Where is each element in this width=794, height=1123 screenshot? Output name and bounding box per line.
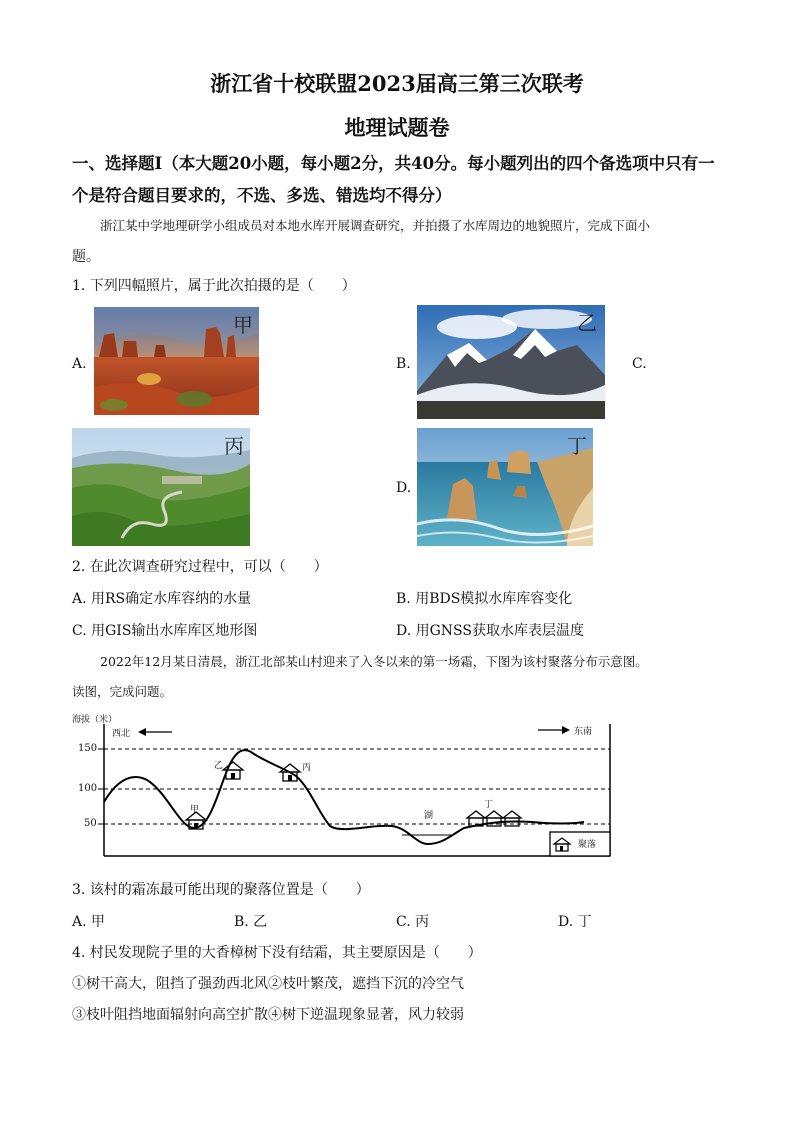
q4-statements-line1: ①树干高大，阻挡了强劲西北风②枝叶繁茂，遮挡下沉的冷空气 — [72, 976, 464, 992]
intro-paragraph-1-line1: 浙江某中学地理研学小组成员对本地水库开展调查研究，并拍摄了水库周边的地貌照片，完成下面小 — [100, 218, 651, 233]
label-jia: 甲 — [190, 805, 200, 815]
photo-tag-bing: 丙 — [224, 434, 244, 458]
question-2-stem: 2. 在此次调查研究过程中，可以（ ） — [72, 559, 328, 575]
label-yi: 乙 — [214, 761, 224, 771]
direction-southeast: 东南 — [574, 727, 593, 737]
legend-label: 聚落 — [578, 840, 597, 850]
y-axis-label: 海拔（米） — [72, 715, 118, 725]
tick-50: 50 — [84, 818, 97, 829]
photo-desert-arches — [94, 307, 259, 415]
photo-tag-yi: 乙 — [577, 311, 597, 335]
tick-100: 100 — [78, 783, 98, 794]
label-bing: 丙 — [302, 763, 312, 773]
intro-paragraph-2-line1: 2022年12月某日清晨，浙江北部某山村迎来了入冬以来的第一场霜，下图为该村聚落分布示意图。 — [100, 654, 648, 669]
question-4-stem: 4. 村民发现院子里的大香樟树下没有结霜，其主要原因是（ ） — [72, 945, 482, 961]
intro-paragraph-1-line2: 题。 — [72, 249, 100, 265]
q3-option-b: B. 乙 — [234, 914, 268, 930]
photo-green-valley — [72, 428, 250, 546]
q3-option-d: D. 丁 — [558, 914, 592, 930]
q2-option-a: A. 用RS确定水库容纳的水量 — [72, 591, 252, 607]
q1-option-d-label: D. — [396, 480, 412, 496]
q2-option-d: D. 用GNSS获取水库表层温度 — [396, 623, 584, 639]
direction-northwest: 西北 — [112, 729, 131, 739]
q3-option-c: C. 丙 — [396, 914, 430, 930]
exam-title: 浙江省十校联盟2023届高三第三次联考 — [210, 71, 584, 96]
tick-150: 150 — [78, 743, 98, 754]
profile-diagram — [72, 710, 617, 860]
settlement-profile-figure — [72, 710, 617, 860]
label-ding: 丁 — [484, 800, 494, 810]
photo-tag-jia: 甲 — [233, 313, 253, 337]
terrain-profile-line — [104, 750, 584, 844]
settlement-house-yi — [223, 762, 243, 779]
q2-option-c: C. 用GIS输出水库库区地形图 — [72, 623, 258, 639]
intro-paragraph-2-line2: 读图，完成问题。 — [72, 684, 173, 699]
q1-option-a-label: A. — [72, 356, 87, 372]
question-3-stem: 3. 该村的霜冻最可能出现的聚落位置是（ ） — [72, 882, 370, 898]
section-header-line2: 个是符合题目要求的，不选、多选、错选均不得分） — [72, 186, 452, 205]
q3-option-a: A. 甲 — [72, 914, 106, 930]
photo-tag-ding: 丁 — [567, 434, 587, 458]
label-lake: 湖 — [424, 811, 434, 821]
q1-option-b-label: B. — [396, 356, 411, 372]
question-1-stem: 1. 下列四幅照片，属于此次拍摄的是（ ） — [72, 278, 356, 294]
q2-option-b: B. 用BDS模拟水库库容变化 — [396, 591, 573, 607]
q1-option-c-label: C. — [632, 356, 647, 372]
section-header-line1: 一、选择题Ⅰ（本大题20小题，每小题2分，共40分。每小题列出的四个备选项中只有一 — [72, 154, 715, 173]
photo-coastal-sea-stacks — [417, 428, 593, 546]
exam-subtitle: 地理试题卷 — [344, 115, 450, 140]
settlement-house-bing — [280, 764, 300, 781]
photo-snow-mountains — [417, 305, 605, 419]
q4-statements-line2: ③枝叶阻挡地面辐射向高空扩散④树下逆温现象显著，风力较弱 — [72, 1007, 464, 1023]
